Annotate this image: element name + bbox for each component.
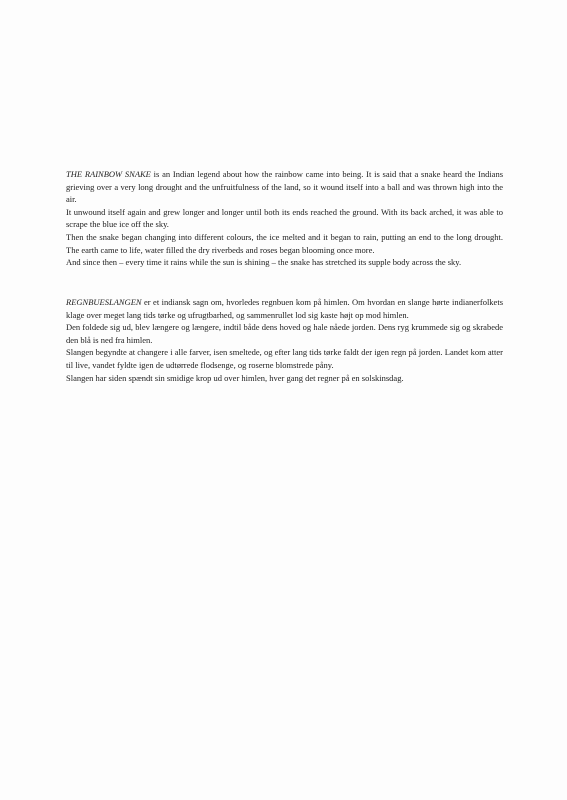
english-paragraph-3: Then the snake began changing into different colours, the ice melted and it began to rain, putting an end to the long drought. The earth came to life, water filled the dry riverbeds and roses began blooming once more.: [66, 231, 503, 255]
english-paragraph-1: [66, 168, 503, 206]
danish-paragraph-3: Slangen begyndte at changere i alle farver, isen smeltede, og efter lang tids tørke faldt der igen regn på jorden. Landet kom atter til live, vandet fyldte igen de udtørrede flodsenge, og roserne blomstrede påny.: [66, 347, 503, 370]
english-paragraph-4: And since then – every time it rains while the sun is shining – the snake has stretched its supple body across the sky.: [66, 257, 462, 268]
danish-paragraph-4: Slangen har siden spændt sin smidige krop ud over himlen, hver gang det regner på en solskinsdag.: [66, 372, 404, 383]
english-paragraph-1-body: is an Indian legend about how the rainbow came into being. It is said that a snake heard the Indians grieving over a very long drought and the unfruitfulness of the land, so it wound itself into a ball and was thrown high into the air.: [66, 169, 504, 205]
danish-paragraph-2: Den foldede sig ud, blev længere og længere, indtil både dens hoved og hale nåede jorden. Dens ryg krummede sig og skrabede den blå is ned fra himlen.: [66, 322, 503, 345]
danish-paragraph-1: [66, 296, 503, 321]
english-paragraph-2: It unwound itself again and grew longer and longer until both its ends reached the ground. With its back arched, it was able to scrape the blue ice off the sky.: [66, 206, 503, 230]
english-legend-text: [66, 168, 503, 269]
danish-title: REGNBUESLANGEN: [66, 297, 142, 307]
danish-paragraph-1-body: er et indiansk sagn om, hvorledes regnbuen kom på himlen. Om hvordan en slange hørte indianerfolkets klage over meget lang tids tørke og ufrugtbarhed, og sammenrullet lod sig kaste højt op mod himlen.: [66, 297, 503, 320]
danish-legend-text: [66, 296, 503, 384]
english-title: THE RAINBOW SNAKE: [66, 169, 151, 179]
